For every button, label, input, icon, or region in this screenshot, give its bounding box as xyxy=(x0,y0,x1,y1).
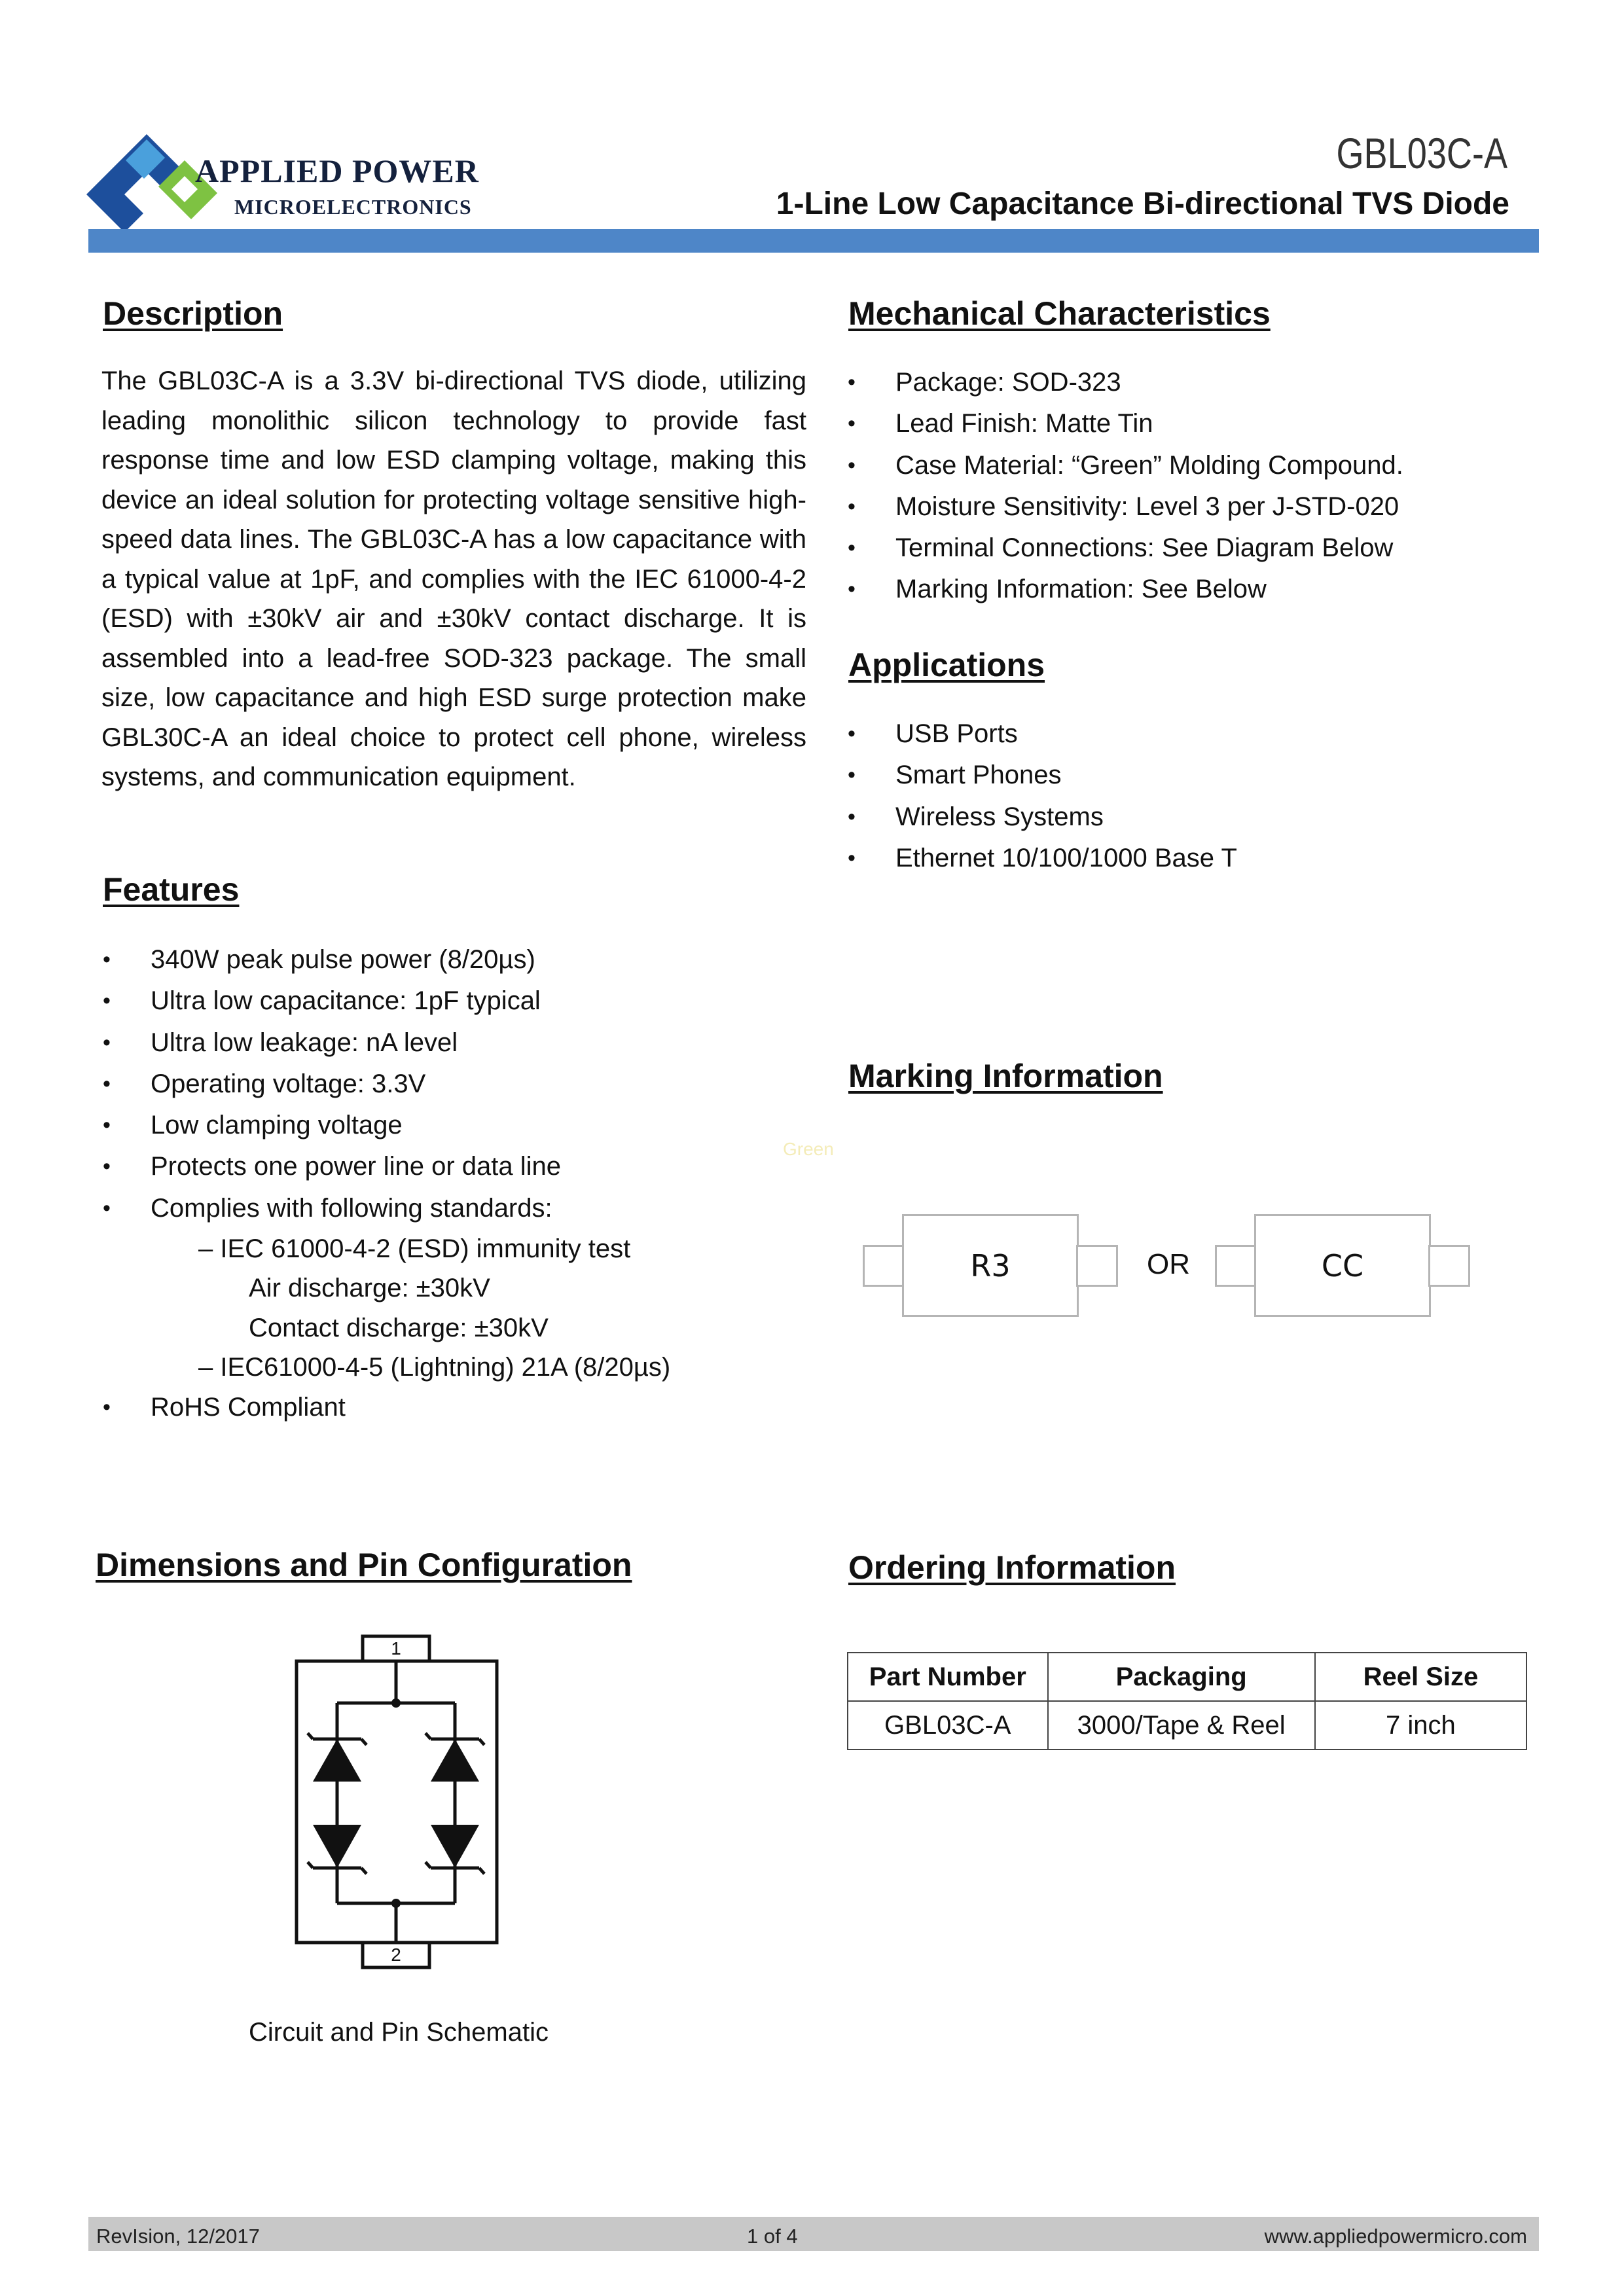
list-item: • Complies with following standards: xyxy=(101,1188,670,1229)
list-item: • Low clamping voltage xyxy=(101,1105,670,1146)
table-cell: 3000/Tape & Reel xyxy=(1048,1701,1315,1749)
mechanical-list xyxy=(846,362,1403,611)
list-item: • Wireless Systems xyxy=(846,797,1237,838)
applications-list xyxy=(846,713,1237,879)
list-item: • Marking Information: See Below xyxy=(846,569,1403,610)
list-item: • RoHS Compliant xyxy=(101,1387,670,1428)
marking-or-label: OR xyxy=(1147,1248,1190,1280)
company-name-line2: MICROELECTRONICS xyxy=(234,195,472,219)
list-item: • Smart Phones xyxy=(846,755,1237,796)
list-subitem: – IEC61000-4-5 (Lightning) 21A (8/20µs) xyxy=(198,1352,671,1382)
marking-package-cc: CC xyxy=(1254,1214,1431,1317)
marking-heading: Marking Information xyxy=(848,1058,1163,1094)
list-subitem: Contact discharge: ±30kV xyxy=(249,1313,549,1342)
tvs-diode-schematic-icon xyxy=(288,1630,504,1977)
description-heading: Description xyxy=(103,295,283,332)
marking-pin-right xyxy=(1076,1245,1118,1287)
column-header: Reel Size xyxy=(1315,1653,1526,1701)
footer-page-number: 1 of 4 xyxy=(747,2225,798,2248)
description-text: The GBL03C-A is a 3.3V bi-directional TVS diode, utilizing leading monolithic silicon technology to provide fast response time and low ESD clamping voltage, making this device an ideal solution for protecting voltage sensitive high-speed data lines. The GBL03C-A has a low capacitance with a typical value at 1pF, and complies with the IEC 61000-4-2 (ESD) with ±30kV air and ±30kV contact discharge. It is assembled into a lead-free SOD-323 package. The small size, low capacitance and high ESD surge protection make GBL30C-A an ideal choice to protect cell phone, wireless systems, and communication equipment. xyxy=(101,367,806,791)
table-row xyxy=(848,1701,1526,1749)
list-item: • Ultra low capacitance: 1pF typical xyxy=(101,980,670,1022)
list-item: • Terminal Connections: See Diagram Below xyxy=(846,528,1403,569)
marking-pin-left xyxy=(863,1245,905,1287)
faint-green-label: Green xyxy=(783,1139,834,1159)
column-header: Part Number xyxy=(848,1653,1048,1701)
list-item: • Operating voltage: 3.3V xyxy=(101,1064,670,1105)
ordering-heading: Ordering Information xyxy=(848,1549,1176,1586)
list-subitem: – IEC 61000-4-2 (ESD) immunity test xyxy=(198,1234,631,1264)
pin-1-label: 1 xyxy=(391,1638,401,1659)
table-cell: 7 inch xyxy=(1315,1701,1526,1749)
footer-website-link[interactable]: www.appliedpowermicro.com xyxy=(1264,2225,1527,2248)
list-item: • Case Material: “Green” Molding Compound. xyxy=(846,445,1403,486)
list-item: • Package: SOD-323 xyxy=(846,362,1403,403)
document-subtitle: 1-Line Low Capacitance Bi-directional TVS Diode xyxy=(776,187,1509,221)
list-item: • Ultra low leakage: nA level xyxy=(101,1022,670,1064)
list-item: • USB Ports xyxy=(846,713,1237,755)
list-item: • Lead Finish: Matte Tin xyxy=(846,403,1403,444)
table-cell: GBL03C-A xyxy=(848,1701,1048,1749)
dimensions-heading: Dimensions and Pin Configuration xyxy=(96,1547,632,1583)
part-number-title: GBL03C-A xyxy=(1336,129,1507,177)
list-item: • Ethernet 10/100/1000 Base T xyxy=(846,838,1237,879)
header-bar xyxy=(88,229,1539,253)
list-item: • Moisture Sensitivity: Level 3 per J-STD-020 xyxy=(846,486,1403,528)
circuit-schematic xyxy=(288,1630,504,1977)
ordering-table xyxy=(847,1652,1527,1750)
footer-revision: RevIsion, 12/2017 xyxy=(96,2225,260,2248)
list-subitem: Air discharge: ±30kV xyxy=(249,1274,490,1303)
marking-package-r3: R3 xyxy=(902,1214,1079,1317)
footer-bar xyxy=(88,2217,1539,2251)
features-list xyxy=(101,939,670,1429)
list-item: • 340W peak pulse power (8/20µs) xyxy=(101,939,670,980)
applications-heading: Applications xyxy=(848,647,1045,683)
list-item: • Protects one power line or data line xyxy=(101,1146,670,1187)
marking-pin-left xyxy=(1215,1245,1257,1287)
pin-2-label: 2 xyxy=(391,1945,401,1965)
schematic-caption: Circuit and Pin Schematic xyxy=(249,2018,549,2047)
marking-pin-right xyxy=(1428,1245,1470,1287)
mechanical-heading: Mechanical Characteristics xyxy=(848,295,1271,332)
features-heading: Features xyxy=(103,871,240,908)
column-header: Packaging xyxy=(1048,1653,1315,1701)
table-header-row xyxy=(848,1653,1526,1701)
company-name-line1: APPLIED POWER xyxy=(195,152,479,189)
